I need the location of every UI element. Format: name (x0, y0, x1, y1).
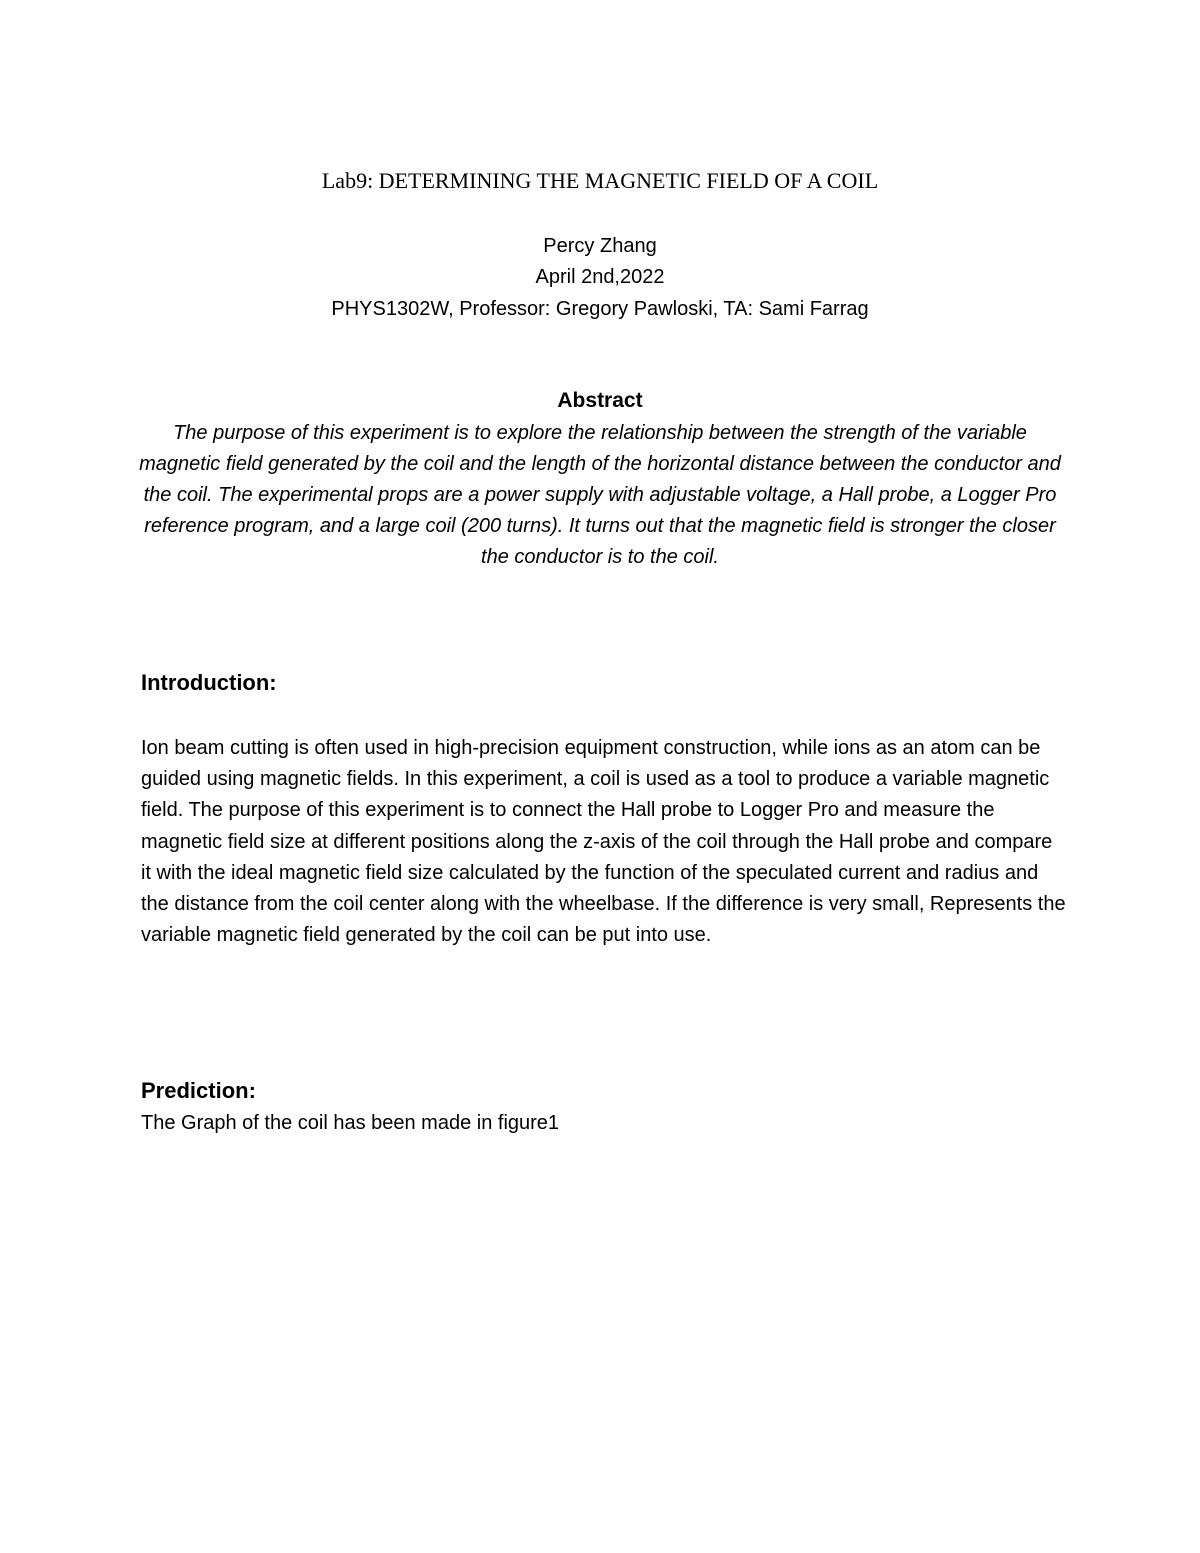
introduction-body: Ion beam cutting is often used in high-precision equipment construction, while ions as an atom can be guided using magnetic fields. In this experiment, a coil is used as a tool to produce a variable magnetic field. The purpose of this experiment is to connect the Hall probe to Logger Pro and measure the magnetic field size at different positions along the z-axis of the coil through the Hall probe and compare it with the ideal magnetic field size calculated by the function of the speculated current and radius and the distance from the coil center along with the wheelbase. If the difference is very small, Represents the variable magnetic field generated by the coil can be put into use. (141, 737, 1066, 947)
prediction-heading: Prediction: (141, 1078, 256, 1103)
abstract-heading: Abstract (557, 389, 643, 412)
course-info: PHYS1302W, Professor: Gregory Pawloski, TA: Sami Farrag (331, 298, 869, 320)
abstract-body: The purpose of this experiment is to explore the relationship between the strength of the variable magnetic field generated by the coil and the length of the horizontal distance between the conductor and the coil. The experimental props are a power supply with adjustable voltage, a Hall probe, a Logger Pro reference program, and a large coil (200 turns). It turns out that the magnetic field is stronger the closer the conductor is to the coil. (139, 422, 1061, 568)
document-title: Lab9: DETERMINING THE MAGNETIC FIELD OF A COIL (321, 168, 879, 193)
author-name: Percy Zhang (543, 235, 657, 257)
prediction-body: The Graph of the coil has been made in figure1 (141, 1112, 560, 1134)
report-date: April 2nd,2022 (535, 266, 665, 288)
introduction-heading: Introduction: (141, 670, 277, 695)
